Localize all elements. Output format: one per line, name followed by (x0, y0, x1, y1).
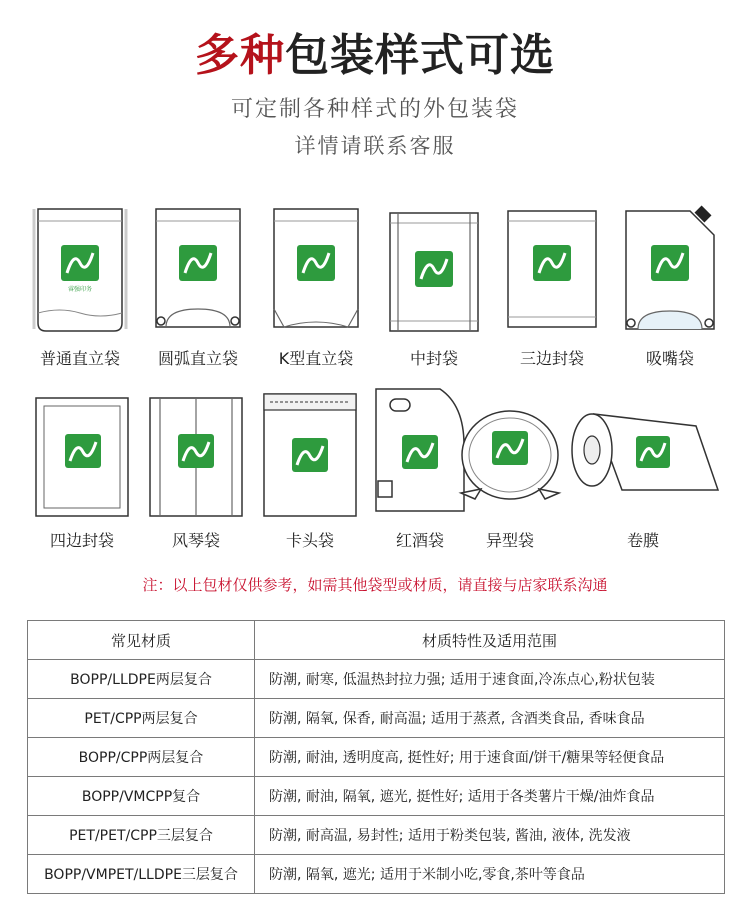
bag-label: 卡头袋 (285, 531, 334, 550)
four-side-seal-bag-icon (32, 390, 132, 520)
table-row (28, 855, 725, 894)
note-text: 注：以上包材仅供参考，如需其他袋型或材质，请直接与店家联系沟通 (142, 576, 608, 594)
gusset-bag-icon (146, 390, 246, 520)
bag-label: 四边封袋 (49, 531, 114, 550)
material-desc: 防潮, 耐寒, 低温热封拉力强; 适用于速食面,冷冻点心,粉状包装 (255, 660, 725, 699)
spout-pouch-icon (620, 205, 720, 335)
table-row (28, 777, 725, 816)
table-row (28, 738, 725, 777)
bag-label: 红酒袋 (395, 531, 444, 550)
table-row (28, 660, 725, 699)
subtitle-line1: 可定制各种样式的外包装袋 (230, 97, 519, 122)
material-table (27, 620, 725, 894)
bag-label: 三边封袋 (519, 349, 584, 368)
table-header-row (28, 621, 725, 660)
material-desc: 防潮, 耐油, 透明度高, 挺性好; 用于速食面/饼干/糖果等轻便食品 (255, 738, 725, 777)
stand-up-pouch-icon (30, 205, 130, 335)
page-title (0, 28, 750, 84)
bag-label: 异型袋 (485, 531, 534, 550)
table-header: 常见材质 (28, 621, 255, 660)
material-desc: 防潮, 耐油, 隔氧, 遮光, 挺性好; 适用于各类薯片干燥/油炸食品 (255, 777, 725, 816)
bag-label: 风琴袋 (171, 531, 220, 550)
material-name: PET/CPP两层复合 (28, 699, 255, 738)
table-row (28, 816, 725, 855)
bag-label: K型直立袋 (278, 349, 354, 368)
bag-label: 卷膜 (626, 531, 659, 550)
material-desc: 防潮, 耐高温, 易封性; 适用于粉类包装, 酱油, 液体, 洗发液 (255, 816, 725, 855)
material-name: BOPP/VMCPP复合 (28, 777, 255, 816)
logo-text: 睿强印务 (67, 286, 93, 293)
subtitle-line2: 详情请联系客服 (294, 134, 456, 158)
k-seal-pouch-icon (266, 205, 366, 335)
three-side-seal-bag-icon (502, 205, 602, 335)
center-seal-bag-icon (384, 205, 484, 335)
table-header: 材质特性及适用范围 (255, 621, 725, 660)
round-bottom-pouch-icon (148, 205, 248, 335)
material-desc: 防潮, 隔氧, 保香, 耐高温; 适用于蒸煮, 含酒类食品, 香味食品 (255, 699, 725, 738)
bag-label: 圆弧直立袋 (157, 349, 238, 368)
material-desc: 防潮, 隔氧, 遮光; 适用于米制小吃,零食,茶叶等食品 (255, 855, 725, 894)
material-name: PET/PET/CPP三层复合 (28, 816, 255, 855)
title-main: 包装样式可选 (285, 30, 555, 81)
table-row (28, 699, 725, 738)
bag-label: 吸嘴袋 (645, 349, 694, 368)
bag-label: 普通直立袋 (39, 349, 120, 368)
shaped-bag-icon (455, 405, 565, 515)
header-card-bag-icon (260, 390, 360, 520)
bag-label: 中封袋 (409, 349, 458, 368)
title-highlight: 多种 (195, 30, 285, 81)
roll-film-icon (570, 410, 720, 510)
material-name: BOPP/CPP两层复合 (28, 738, 255, 777)
material-name: BOPP/VMPET/LLDPE三层复合 (28, 855, 255, 894)
material-name: BOPP/LLDPE两层复合 (28, 660, 255, 699)
